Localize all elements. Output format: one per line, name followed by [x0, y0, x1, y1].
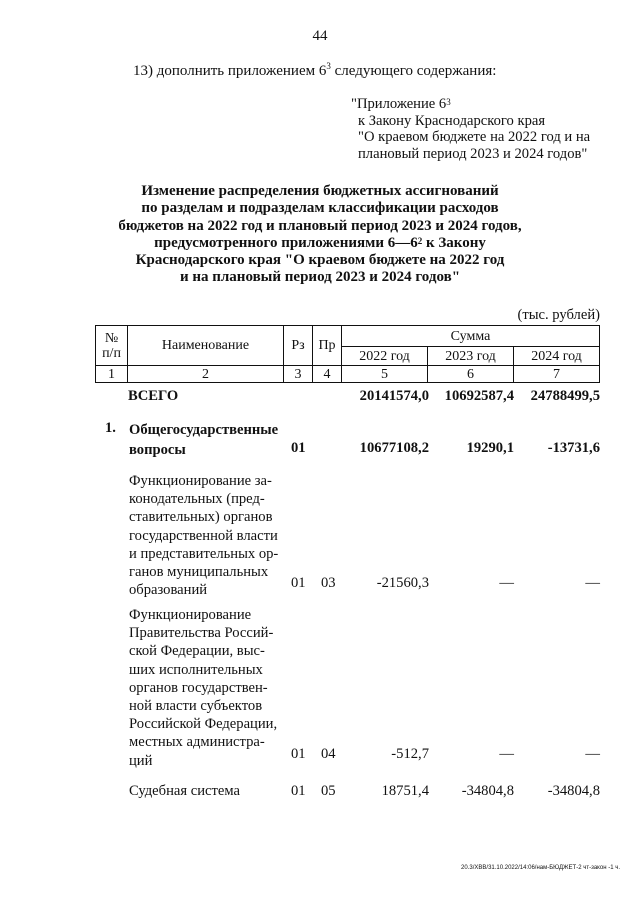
government-2022: -512,7	[391, 746, 429, 762]
judicial-label: Судебная система	[129, 783, 240, 799]
unit-note: (тыс. рублей)	[517, 307, 600, 323]
judicial-2023: -34804,8	[461, 783, 514, 799]
header-sum: Сумма	[342, 326, 600, 347]
judicial-pr: 05	[321, 783, 336, 799]
title-line4-after: к Закону	[422, 234, 486, 251]
appendix-line2: к Закону Краснодарского края	[358, 112, 546, 129]
title-line4-sup: 2	[417, 235, 423, 246]
judicial-rz: 01	[291, 783, 306, 799]
total-2023: 10692587,4	[444, 388, 514, 404]
page-number: 44	[312, 28, 328, 44]
government-line3: ской Федерации, выс-	[129, 643, 265, 660]
legislative-line3: ставительных) органов	[129, 509, 273, 526]
legislative-line7: образований	[129, 582, 208, 599]
appendix-line1-sup: 3	[446, 97, 451, 107]
document-title	[100, 183, 540, 287]
section1-label-line2: вопросы	[129, 442, 186, 458]
legislative-rz: 01	[291, 575, 306, 591]
government-line9: ций	[129, 752, 153, 769]
header-2023: 2023 год	[428, 347, 514, 366]
header-col-6: 6	[428, 366, 514, 383]
title-line2: по разделам и подразделам классификации расходов	[141, 200, 499, 217]
judicial-2024: -34804,8	[547, 783, 600, 799]
judicial-2022: 18751,4	[381, 783, 429, 799]
footer-code: 20.3/XBB/31.10.2022/14:06/нам-БЮДЖЕТ-2 чт-закон -1 ч.	[461, 865, 620, 871]
legislative-pr: 03	[321, 575, 336, 591]
title-line5: Краснодарского края "О краевом бюджете на 2022 год	[135, 252, 505, 269]
header-name: Наименование	[128, 326, 284, 366]
header-col-3: 3	[284, 366, 313, 383]
government-line1: Функционирование	[129, 607, 252, 623]
header-2022: 2022 год	[342, 347, 428, 366]
government-line4: ших исполнительных	[129, 661, 263, 678]
legislative-line2: конодательных (пред-	[129, 491, 265, 508]
intro-text-after: следующего содержания:	[330, 63, 497, 79]
government-line2: Правительства Россий-	[129, 625, 274, 642]
legislative-line5: и представительных ор-	[129, 545, 279, 562]
appendix-header	[351, 96, 590, 162]
section1-2024: -13731,6	[547, 440, 600, 456]
government-2024: —	[585, 746, 600, 762]
government-line6: ной власти субъектов	[129, 698, 263, 715]
total-label: ВСЕГО	[128, 388, 179, 404]
government-2023: —	[499, 746, 514, 762]
header-no-line1: №	[104, 330, 119, 346]
header-col-5: 5	[342, 366, 428, 383]
header-col-1: 1	[96, 366, 128, 383]
government-label	[129, 606, 288, 770]
section1-rz: 01	[291, 440, 306, 456]
header-col-7: 7	[514, 366, 600, 383]
total-2024: 24788499,5	[530, 388, 600, 404]
total-2022: 20141574,0	[359, 388, 429, 404]
header-pr: Пр	[313, 326, 342, 366]
legislative-label	[129, 472, 288, 599]
government-pr: 04	[321, 746, 336, 762]
header-no	[96, 326, 128, 366]
intro-text-before: 13) дополнить приложением 6	[133, 63, 327, 79]
section1-number: 1.	[105, 420, 116, 436]
table-header	[95, 325, 600, 383]
appendix-line4: плановый период 2023 и 2024 годов"	[358, 145, 588, 162]
title-line1: Изменение распределения бюджетных ассигнований	[141, 183, 499, 199]
section1-label-line1: Общегосударственные	[129, 422, 279, 438]
legislative-line6: ганов муниципальных	[129, 564, 269, 581]
legislative-2023: —	[499, 575, 514, 591]
legislative-line4: государственной власти	[129, 527, 278, 544]
title-line4: предусмотренного приложениями 6—6	[154, 234, 418, 251]
government-line8: местных администра-	[129, 734, 265, 751]
government-line7: Российской Федерации,	[129, 716, 278, 733]
header-2024: 2024 год	[514, 347, 600, 366]
header-no-line2: п/п	[102, 345, 121, 361]
government-rz: 01	[291, 746, 306, 762]
amendment-intro	[133, 63, 496, 80]
title-line3: бюджетов на 2022 год и плановый период 2023 и 2024 годов,	[118, 217, 522, 234]
section1-2022: 10677108,2	[359, 440, 429, 456]
title-line6: и на плановый период 2023 и 2024 годов"	[179, 269, 461, 286]
header-col-4: 4	[313, 366, 342, 383]
government-line5: органов государствен-	[129, 679, 268, 696]
legislative-2022: -21560,3	[376, 575, 429, 591]
header-rz: Рз	[284, 326, 313, 366]
legislative-2024: —	[585, 575, 600, 591]
section1-label	[129, 420, 278, 460]
appendix-line1: "Приложение 6	[351, 96, 447, 112]
section1-2023: 19290,1	[466, 440, 514, 456]
intro-sup: 3	[326, 61, 331, 71]
appendix-line3: "О краевом бюджете на 2022 год и на	[358, 129, 591, 145]
header-col-2: 2	[128, 366, 284, 383]
legislative-line1: Функционирование за-	[129, 473, 272, 489]
